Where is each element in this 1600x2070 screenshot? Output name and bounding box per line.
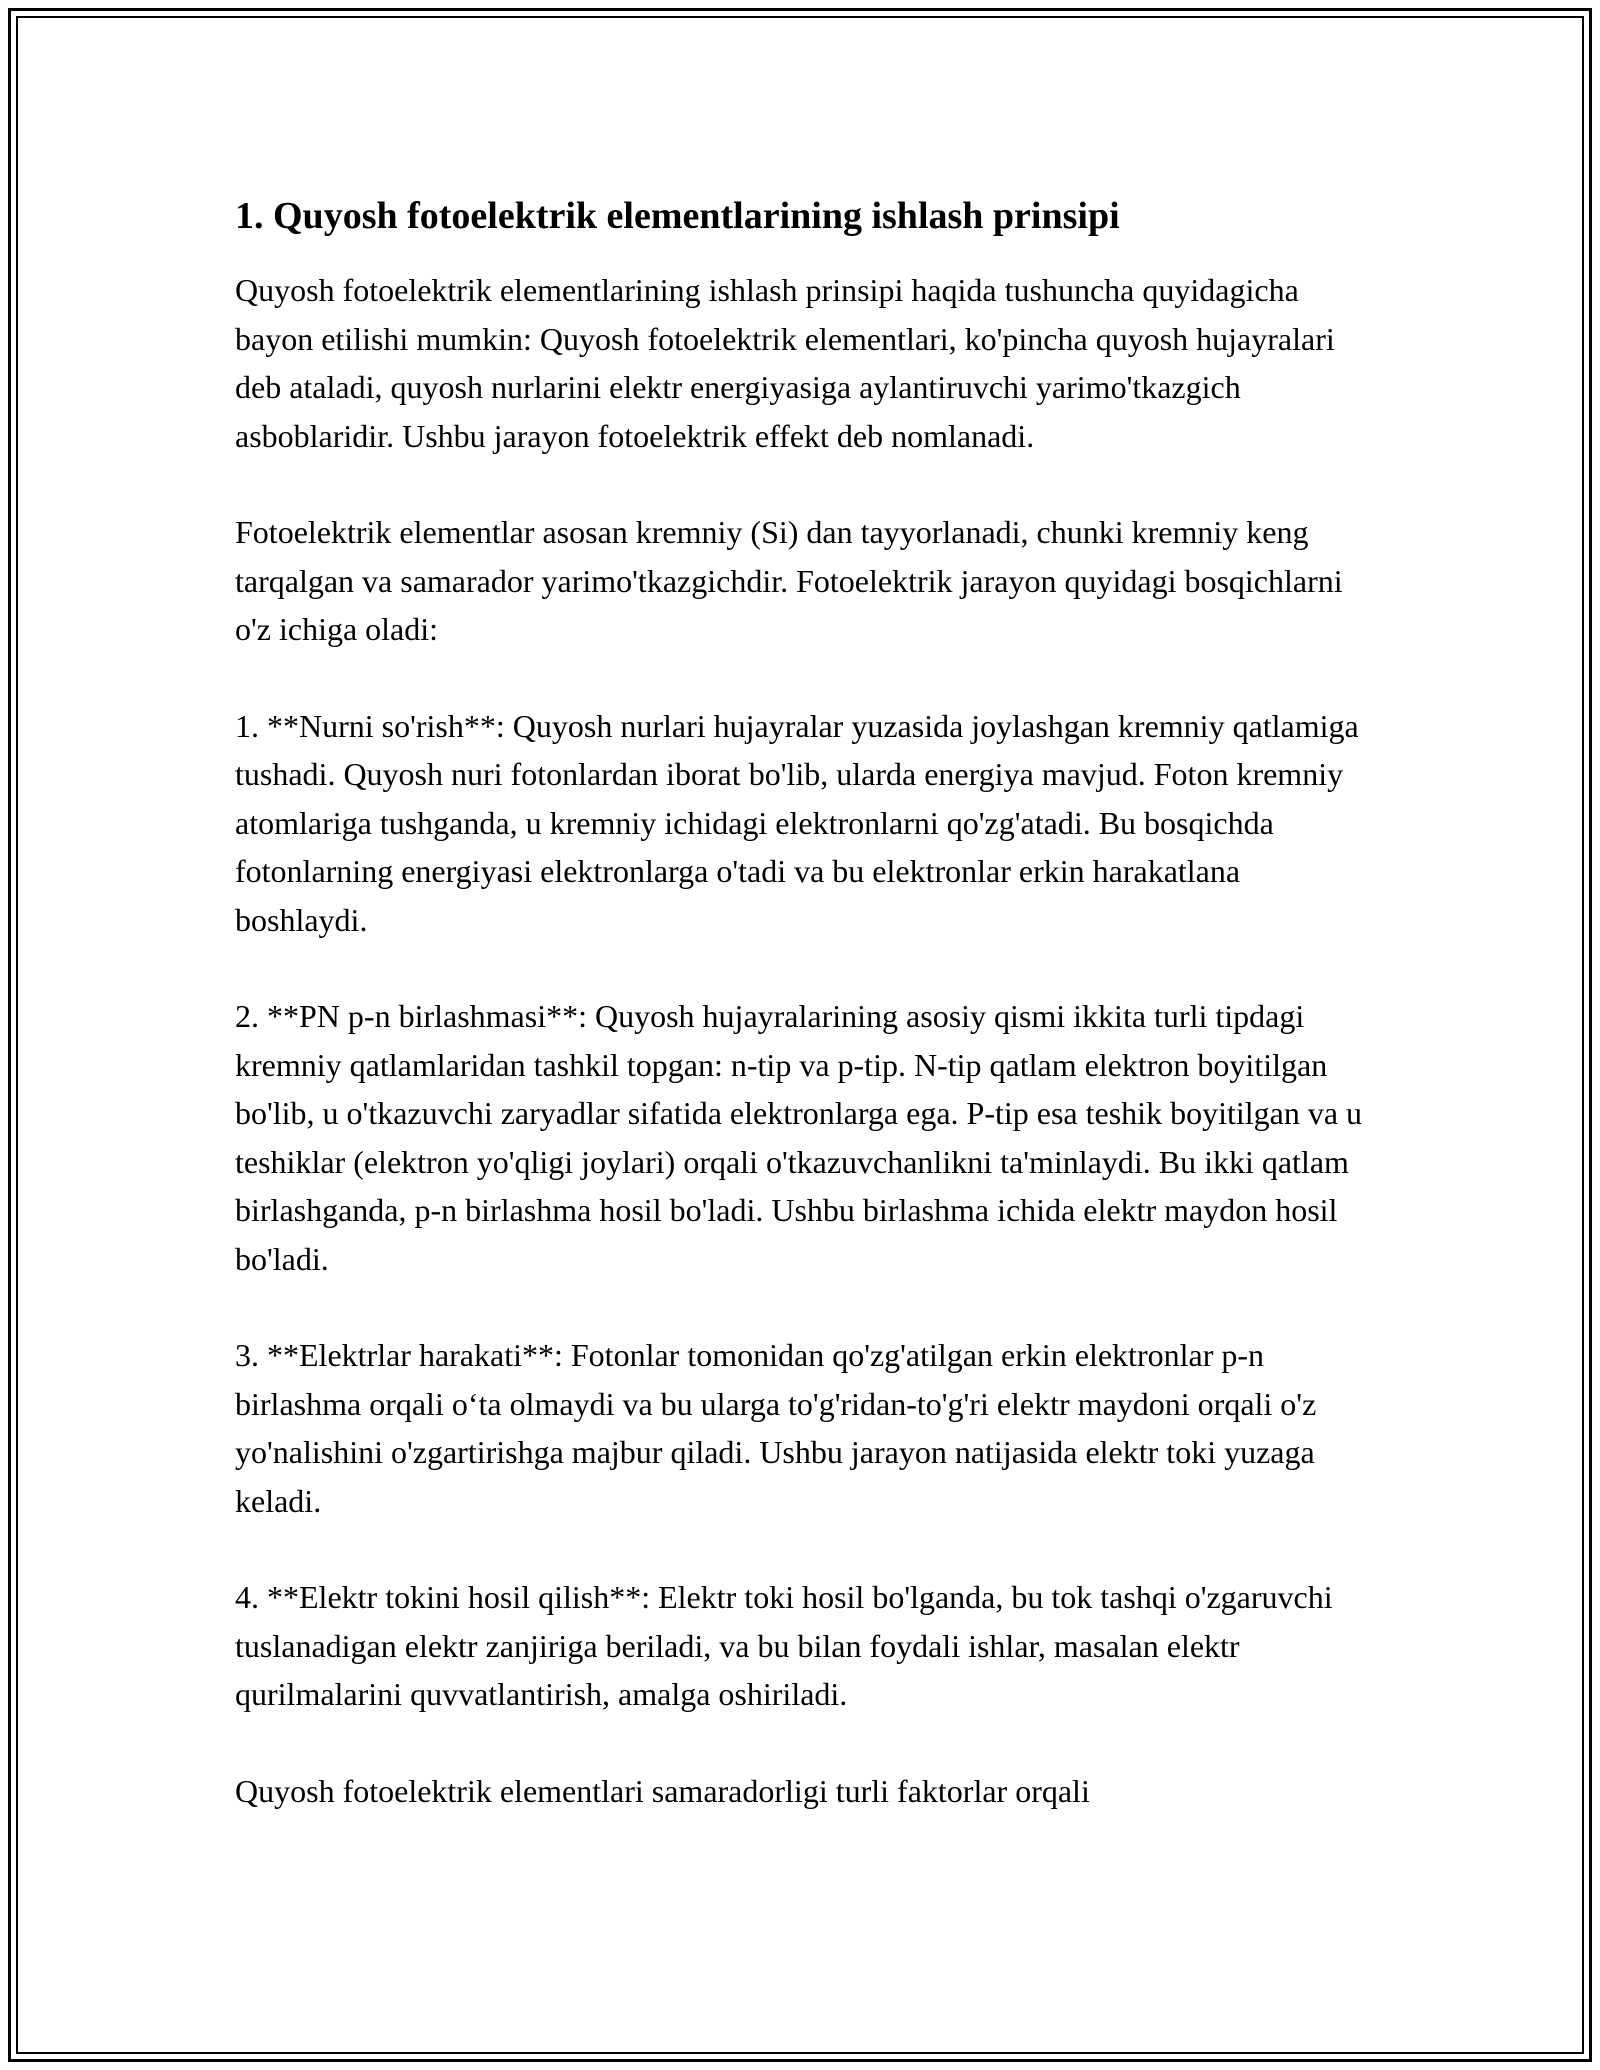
document-body (235, 188, 1365, 1863)
paragraph-efficiency: Quyosh fotoelektrik elementlari samaradorligi turli faktorlar orqali (235, 1772, 1090, 1809)
paragraph-intro: Quyosh fotoelektrik elementlarining ishlash prinsipi haqida tushuncha quyidagicha bayon etilishi mumkin: Quyosh fotoelektrik elementlari, ko'pincha quyosh hujayralari deb ataladi, quyosh nurlarini elektr energiyasiga aylantiruvchi yarimo'tkazgich asboblaridir. Ushbu jarayon fotoelektrik effekt deb nomlanadi. (235, 272, 1335, 454)
paragraph-step-4: 4. **Elektr tokini hosil qilish**: Elektr toki hosil bo'lganda, bu tok tashqi o'zgaruvchi tuslanadigan elektr zanjiriga beriladi, va bu bilan foydali ishlar, masalan elektr qurilmalarini quvvatlantirish, amalga oshiriladi. (235, 1579, 1333, 1712)
document-title: 1. Quyosh fotoelektrik elementlarining ishlash prinsipi (235, 195, 1120, 237)
paragraph-step-2: 2. **PN p-n birlashmasi**: Quyosh hujayralarining asosiy qismi ikkita turli tipdagi kremniy qatlamlaridan tashkil topgan: n-tip va p-tip. N-tip qatlam elektron boyitilgan bo'lib, u o'tkazuvchi zaryadlar sifatida elektronlarga ega. P-tip esa teshik boyitilgan va u teshiklar (elektron yo'qligi joylari) orqali o'tkazuvchanlikni ta'minlaydi. Bu ikki qatlam birlashganda, p-n birlashma hosil bo'ladi. Ushbu birlashma ichida elektr maydon hosil bo'ladi. (235, 998, 1363, 1277)
paragraph-materials: Fotoelektrik elementlar asosan kremniy (Si) dan tayyorlanadi, chunki kremniy keng tarqalgan va samarador yarimo'tkazgichdir. Fotoelektrik jarayon quyidagi bosqichlarni o'z ichiga oladi: (235, 514, 1343, 647)
paragraph-step-3: 3. **Elektrlar harakati**: Fotonlar tomonidan qo'zg'atilgan erkin elektronlar p-n birlashma orqali o‘ta olmaydi va bu ularga to'g'ridan-to'g'ri elektr maydoni orqali o'z yo'nalishini o'zgartirishga majbur qiladi. Ushbu jarayon natijasida elektr toki yuzaga keladi. (235, 1337, 1317, 1519)
paragraph-step-1: 1. **Nurni so'rish**: Quyosh nurlari hujayralar yuzasida joylashgan kremniy qatlamiga tushadi. Quyosh nuri fotonlardan iborat bo'lib, ularda energiya mavjud. Foton kremniy atomlariga tushganda, u kremniy ichidagi elektronlarni qo'zg'atadi. Bu bosqichda fotonlarning energiyasi elektronlarga o'tadi va bu elektronlar erkin harakatlana boshlaydi. (235, 707, 1359, 938)
